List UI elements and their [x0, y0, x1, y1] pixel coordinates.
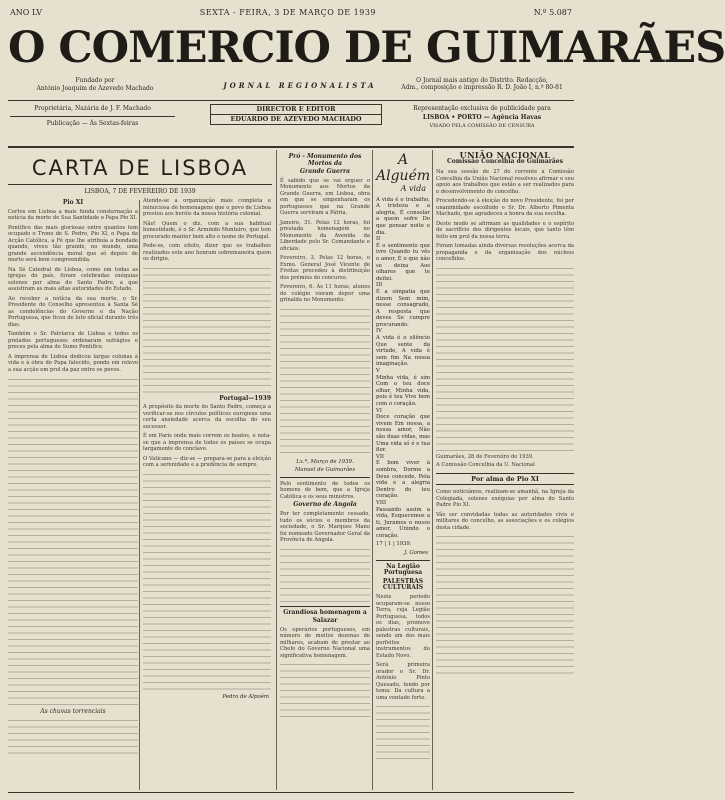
article-paragraph: É sabido que se vai erguer o Monumento aos Mortos da Grande Guerra, em Lisboa, obra em que se empenharam os portugueses que na Grande Guerra serviram a Pátria. [280, 177, 370, 217]
article-paragraph: Também o Sr. Patriarca de Lisboa e todos os prelados portugueses ordenaram sufrágios e preces pela alma do Sumo Pontífice. [8, 331, 138, 351]
paper-address [392, 77, 572, 91]
stanza-number: IV [376, 328, 382, 335]
issue-number: N.º 5.087 [533, 7, 572, 17]
poem-date: 17 | 1 | 1939. [376, 541, 412, 548]
stanza-number: VI [376, 407, 382, 414]
author-signature: Pedro de Alpoém [222, 693, 269, 700]
legiao-head: Na Legião Portuguesa [383, 562, 423, 577]
carta-dateline: LISBOA, 7 DE FEVEREIRO DE 1939 [84, 188, 196, 195]
monument-signature: Manuel de Guimarães [294, 467, 356, 474]
column-3 [280, 152, 370, 790]
portugal-1939-head: Portugal—1939 [219, 394, 271, 402]
article-paragraph: Neste período ocuparam-se nosso Terra, cuja Legião Portuguesa, todos os dias, promove palestras culturais, sendo um dos mais perfeitos instrumentos do Estado Novo. [376, 594, 430, 659]
article-paragraph: A propósito da morte do Santo Padre, começa a verificar-se nos círculos políticos europeus uma certa ansiedade acerca da escolha do seu sucessor. [143, 404, 271, 430]
article-paragraph: Fevereiro, 6. Às 11 horas, alunos do colégio vieram depor uma grinalda no Monumento. [280, 284, 370, 304]
column-rule [372, 150, 373, 790]
divider [8, 100, 574, 101]
article-paragraph: Vão ser convidadas todas as autoridades civis e militares do concelho, as associações e os colégios desta cidade. [436, 511, 574, 531]
column-rule [432, 150, 433, 790]
stanza-number: VII [376, 453, 385, 460]
body-text-lines [376, 704, 430, 764]
article-paragraph: Como noticiámos, realizam-se amanhã, na Igreja da Colegiada, solenes exéquias por alma do Santo Padre Pio XI. [436, 489, 574, 509]
article-paragraph: Certos em Lisboa a mais funda consternação a notícia da morte de Sua Santidade o Papa Pio XI. [8, 208, 138, 222]
body-text-lines [436, 534, 574, 674]
article-paragraph: Atendo-se a organização mais completa e minuciosa de homenagens que o povo de Lisboa prestou aos heróis da nossa história colonial. [143, 198, 271, 217]
article-paragraph: Foram tomadas ainda diversas resoluções acerca da propaganda e da organização dos núcleos concelhios. [436, 243, 574, 263]
monument-date: Lx.ª, Março de 1939. [296, 458, 354, 465]
issue-date: SEXTA - FEIRA, 3 DE MARÇO DE 1939 [199, 7, 376, 17]
article-paragraph: Janeiro, 31. Pelas 12 horas, foi prestada homenagem no Monumento da Avenida da Liberdade pelo Sr. Comandante e oficiais. [280, 219, 370, 252]
article-paragraph: É em Paris onde mais correm os boatos, e nota-se que a imprensa de todos os países se ocupa largamente do conclave. [143, 433, 271, 453]
body-text-lines [280, 547, 370, 603]
top-info-line [10, 6, 572, 18]
body-text-lines [8, 377, 138, 707]
legiao-subhead-1: PALESTRAS [382, 577, 424, 585]
stanza-number: III [376, 282, 383, 289]
poem-title: A Alguém [376, 152, 431, 184]
bottom-divider [8, 792, 574, 793]
stanza-number: V [376, 368, 380, 375]
body-text-lines [143, 472, 271, 692]
carta-de-lisboa-title: CARTA DE LISBOA [8, 152, 272, 185]
poem-signature: J. Gomes [404, 550, 428, 557]
body-text-lines [280, 307, 370, 457]
article-paragraph: Na sua sessão de 27 do corrente a Comissão Concelhia da União Nacional resolveu afirmar o seu apoio aos trabalhos que estão a ser realizados para o desenvolvimento do concelho. [436, 169, 574, 195]
censor-line: VISADO PELA COMISSÃO DE CENSURA [429, 123, 535, 129]
section-head: As chuvas torrenciais [40, 708, 106, 716]
article-paragraph: Por ter completamente cessado, tudo os sócios e membros da sociedade, o Sr. Marques Mano foi nomeado Governador Geral da Província de Angola. [280, 511, 370, 544]
column-5 [436, 152, 574, 790]
divider [280, 606, 370, 607]
representation-line-1: Representação exclusiva de publicidade para [413, 105, 551, 112]
director-box [210, 104, 382, 125]
body-text-lines [143, 266, 271, 394]
article-paragraph: Deste modo se afirmam as qualidades e o espírito de sacrifício dos dirigentes locais, que tanto têm feito em prol da nossa terra. [436, 220, 574, 240]
column-1 [8, 198, 138, 790]
owner-info [10, 104, 175, 128]
article-paragraph: Será primeira orador o Sr. Dr. António Pinto Quesado, tendo por tema: Da cultura a uma vontade forte. [376, 662, 430, 701]
homage-head-line-1: Grandiosa homenagem a [283, 608, 367, 616]
article-paragraph: Fevereiro, 3. Pelas 12 horas, o Exmo. General José Vicente de Freitas procedeu à distribuição dos prémios do concurso. [280, 255, 370, 281]
angola-head: Governo de Angola [293, 501, 357, 509]
poem-stanza: É o sentimento que ivre Quando tu vês o amor, É o que não se deixa Aos olhares que te deitei. [376, 242, 430, 282]
masthead-title: O COMERCIO DE GUIMARÃES [8, 23, 725, 73]
divider [8, 146, 574, 148]
owner-line: Proprietária, Nazária de J. F. Machado [34, 105, 151, 112]
stanza-number: VIII [376, 499, 387, 506]
masthead-subrow [10, 77, 572, 99]
homage-head-line-2: Salazar [312, 617, 338, 625]
poem-stanza: É a simpatia que dizem Sem mim, nesse consagrado, A resposta que deves Se cumpre procurando. [376, 288, 430, 328]
founder-label: Fundado por [75, 77, 115, 84]
address-line-2: Adm., composição e impressão R. D. João I, n.º 80-81 [401, 84, 563, 91]
director-label: DIRECTOR E EDITOR [256, 105, 336, 113]
founder-name: António Joaquim de Azevedo Machado [36, 85, 154, 92]
uniao-signature: A Comissão Concelhia da U. Nacional [436, 462, 535, 469]
volume: ANO LV [10, 7, 43, 17]
article-paragraph: Pelo sentimento de todos os homens de bem, que a Igreja Católica e os seus ministros. [280, 480, 370, 500]
info-row [10, 104, 572, 140]
uniao-date: Guimarães, 28 de Fevereiro de 1939. [436, 453, 534, 460]
monument-head-line-2: Grande Guerra [299, 168, 351, 176]
article-paragraph: Pode-se, com efeito, dizer que os trabalhos realizados este ano honram sobremaneira quem os dirigiu. [143, 243, 271, 262]
poem-stanza: É bom viver à sombra, Dorme a Deus concede, Pela vida e a alegria Dentro do teu coração. [376, 460, 430, 500]
article-paragraph: Ao receber a notícia da sua morte, o Sr. Presidente do Conselho apresentou à Santa Sé as condolências do Governo e da Nação Portuguesa, que ficou de luto oficial durante três dias. [8, 295, 138, 328]
uniao-subtitle: Comissão Concelhia de Guimarães [447, 157, 563, 165]
column-2 [143, 198, 271, 790]
body-text-lines [280, 662, 370, 722]
divider [376, 560, 430, 561]
pio-xi-head: Pio XI [62, 199, 84, 206]
stanza-number: II [376, 236, 381, 243]
representation-line-2: LISBOA • PORTO — Agência Havas [422, 114, 542, 121]
divider [280, 477, 370, 478]
address-line-1: O Jornal mais antigo do Distrito. Redacção, [416, 77, 548, 84]
article-paragraph: Pontífice das mais gloriosas entre quantos tem ocupado o Trono de S. Pedro, Pio XI, o Papa da Acção Católica, a Fé que lhe atribuía a bondade quando, viveu tão grande, no mundo, uma grande ascendência moral que só depois de morto será bem compreendida. [8, 224, 138, 264]
pio-xi-box-head: Por alma de Pio XI [436, 473, 574, 486]
monument-head-line-1: Pró - Monumento dos Mortos da [288, 153, 362, 167]
article-paragraph: O Vaticano — diz-se — prepara-se para a eleição com a serenidade e a prudência de sempre. [143, 455, 271, 469]
founder-note [10, 77, 180, 93]
poem-stanza: A vida é o trabalho, A tristeza e a alegria, É consolar a quem sofre Do que pensar noite e dia. [376, 196, 430, 236]
column-4 [376, 152, 430, 790]
article-paragraph: Não! Quem o diz, com a sua habitual honestidade, é o Sr. Armindo Monteiro, que tem procurado manter bem alto o nome de Portugal. [143, 220, 271, 240]
uniao-nacional-title: UNIÃO NACIONAL [459, 150, 551, 160]
body-text-lines [436, 266, 574, 451]
body-text-lines [8, 718, 138, 758]
representation-info [392, 104, 572, 131]
poem-subtitle: A vida [400, 184, 426, 193]
publication-line: Publicação — Às Sextas-feiras [10, 116, 175, 128]
article-paragraph: A imprensa de Lisboa dedicou largas colunas à vida e à obra do Papa falecido, pondo em relevo a sua acção em prol da paz entre os povos. [8, 353, 138, 373]
poem-stanza: Passando assim a vida, Esquecemos a ti, Juramos o nosso amor, Unindo o coração. [376, 506, 430, 539]
legiao-subhead-2: CULTURAIS [382, 584, 424, 592]
poem-stanza: A vida é o silêncio Que sente da virtude, A vida é sem fim Na nossa imaginação. [376, 335, 430, 368]
poem-stanza: Doce coração que vivem Em nossa, a nossa amor, Não são duas vidas, mas Uma vida só é e tua flor. [376, 414, 430, 454]
article-paragraph: Na Sé Catedral de Lisboa, como em todas as igrejas do país, foram celebradas exéquias solenes por alma do Santo Padre, a que assistiram as mais altas autoridades do Estado. [8, 266, 138, 293]
column-rule [276, 150, 277, 790]
director-name: EDUARDO DE AZEVEDO MACHADO [211, 114, 381, 124]
column-rule [139, 200, 140, 790]
article-paragraph: Os operários portugueses, em número de muitos dezenas de milhares, acabam de prestar ao Chefe do Governo Nacional uma significativa homenagem. [280, 626, 370, 659]
article-paragraph: Procedendo-se à eleição do novo Presidente, foi por unanimidade escolhido o Sr. Dr. Alberto Pimenta Machado, que agradeceu a honra da sua escolha. [436, 198, 574, 218]
paper-tagline: JORNAL REGIONALISTA [223, 81, 377, 90]
poem-stanza: Minha vida, é sim Com o teu doce olhar, Minha vida, pois é teu Vive bem com o coração. [376, 374, 430, 407]
